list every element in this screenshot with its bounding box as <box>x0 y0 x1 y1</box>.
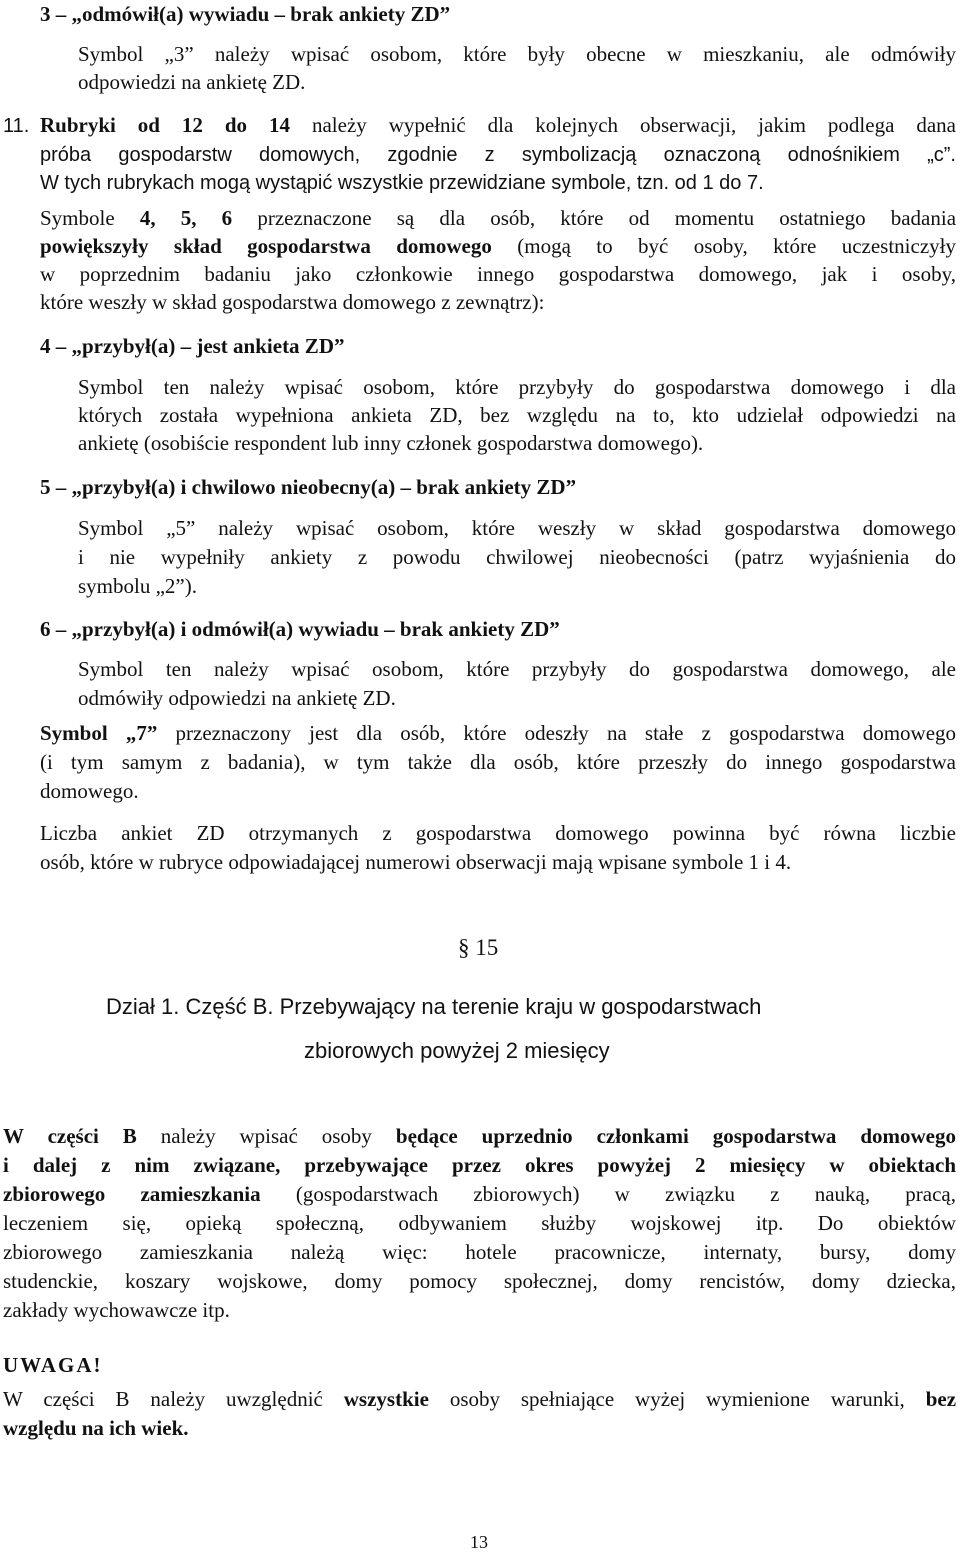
item-11-line <box>40 113 956 137</box>
item-number: 11. <box>3 115 30 137</box>
warning-bold: wszystkie <box>343 1387 429 1411</box>
part-b-line: studenckie, koszary wojskowe, domy pomocy społecznej, domy rencistów, domy dziecka, <box>3 1269 956 1293</box>
symbols-456-line: w poprzednim badaniu jako członkowie innego gospodarstwa domowego, jak i osoby, <box>40 262 956 286</box>
symbol-5-text: Symbol „5” należy wpisać osobom, które weszły w skład gospodarstwa domowego <box>78 516 956 540</box>
count-line: Liczba ankiet ZD otrzymanych z gospodarstwa domowego powinna być równa liczbie <box>40 821 956 845</box>
part-b-line: leczeniem się, opieką społeczną, odbywaniem służby wojskowej itp. Do obiektów <box>3 1211 956 1235</box>
count-line: osób, które w rubryce odpowiadającej numerowi obserwacji mają wpisane symbole 1 i 4. <box>40 850 792 874</box>
symbol-7-bold: Symbol „7” <box>40 721 158 745</box>
warning-line: względu na ich wiek. <box>3 1416 189 1440</box>
heading-symbol-3: 3 – „odmówił(a) wywiadu – brak ankiety ZD” <box>40 2 451 26</box>
part-b-line <box>3 1124 956 1148</box>
warning-text: osoby spełniające wyżej wymienione warunki, <box>449 1387 905 1411</box>
section-title: Dział 1. Część B. Przebywający na terenie kraju w gospodarstwach <box>106 994 762 1019</box>
symbol-5-text: symbolu „2”). <box>78 574 197 598</box>
item-11-line: W tych rubrykach mogą wystąpić wszystkie przewidziane symbole, tzn. od 1 do 7. <box>40 172 764 194</box>
heading-symbol-6: 6 – „przybył(a) i odmówił(a) wywiadu – brak ankiety ZD” <box>40 617 560 641</box>
heading-symbol-5: 5 – „przybył(a) i chwilowo nieobecny(a) – brak ankiety ZD” <box>40 475 577 499</box>
symbols-456-text: (mogą to być osoby, które uczestniczyły <box>517 234 956 258</box>
symbols-456-line: które weszły w skład gospodarstwa domowego z zewnątrz): <box>40 290 545 314</box>
part-b-text: (gospodarstwach zbiorowych) w związku z nauką, pracą, <box>295 1182 957 1206</box>
symbols-456-text: przeznaczone są dla osób, które od momentu ostatniego badania <box>257 206 957 230</box>
symbol-6-text: odmówiły odpowiedzi na ankietę ZD. <box>78 686 396 710</box>
section-mark: § 15 <box>458 935 499 960</box>
item-11-text: należy wypełnić dla kolejnych obserwacji, jakim podlega dana <box>311 113 956 137</box>
heading-symbol-4: 4 – „przybył(a) – jest ankieta ZD” <box>40 334 345 358</box>
part-b-line <box>3 1182 956 1206</box>
section-title: zbiorowych powyżej 2 miesięcy <box>304 1038 610 1063</box>
warning-bold: bez <box>925 1387 957 1411</box>
page-number: 13 <box>470 1532 488 1552</box>
part-b-bold: W części B <box>3 1124 137 1148</box>
symbol-7-text: przeznaczony jest dla osób, które odeszły na stałe z gospodarstwa domowego <box>175 721 957 745</box>
warning-line <box>3 1387 956 1411</box>
part-b-line: i dalej z nim związane, przebywające przez okres powyżej 2 miesięcy w obiektach <box>3 1153 956 1177</box>
symbols-456-line <box>40 234 956 258</box>
symbols-456-line <box>40 206 956 230</box>
warning-title: UWAGA! <box>3 1353 103 1377</box>
symbols-456-text: Symbole <box>40 206 115 230</box>
symbol-7-line: domowego. <box>40 779 139 803</box>
symbol-7-line: (i tym samym z badania), w tym także dla osób, które przeszły do innego gospodarstwa <box>40 750 956 774</box>
item-11-bold: Rubryki od 12 do 14 <box>40 113 291 137</box>
item-11-line: próba gospodarstw domowych, zgodnie z symbolizacją oznaczoną odnośnikiem „c”. <box>40 144 956 166</box>
symbols-456-bold: powiększyły skład gospodarstwa domowego <box>40 234 492 258</box>
symbol-3-text: odpowiedzi na ankietę ZD. <box>78 70 306 94</box>
symbol-4-text: których została wypełniona ankieta ZD, bez względu na to, kto udzielał odpowiedzi na <box>78 403 956 427</box>
part-b-bold: zbiorowego zamieszkania <box>3 1182 261 1206</box>
symbol-4-text: Symbol ten należy wpisać osobom, które przybyły do gospodarstwa domowego i dla <box>78 375 956 399</box>
symbol-4-text: ankietę (osobiście respondent lub inny członek gospodarstwa domowego). <box>78 431 704 455</box>
part-b-text: należy wpisać osoby <box>160 1124 372 1148</box>
warning-text: W części B należy uwzględnić <box>3 1387 323 1411</box>
part-b-line: zbiorowego zamieszkania należą więc: hotele pracownicze, internaty, bursy, domy <box>3 1240 956 1264</box>
symbol-5-text: i nie wypełniły ankiety z powodu chwilowej nieobecności (patrz wyjaśnienia do <box>78 545 956 569</box>
part-b-bold: będące uprzednio członkami gospodarstwa domowego <box>395 1124 957 1148</box>
part-b-line: zakłady wychowawcze itp. <box>3 1298 230 1322</box>
symbol-3-text: Symbol „3” należy wpisać osobom, które były obecne w mieszkaniu, ale odmówiły <box>78 42 956 66</box>
symbol-6-text: Symbol ten należy wpisać osobom, które przybyły do gospodarstwa domowego, ale <box>78 657 956 681</box>
symbol-7-line <box>40 721 956 745</box>
symbols-456-bold: 4, 5, 6 <box>139 206 233 230</box>
